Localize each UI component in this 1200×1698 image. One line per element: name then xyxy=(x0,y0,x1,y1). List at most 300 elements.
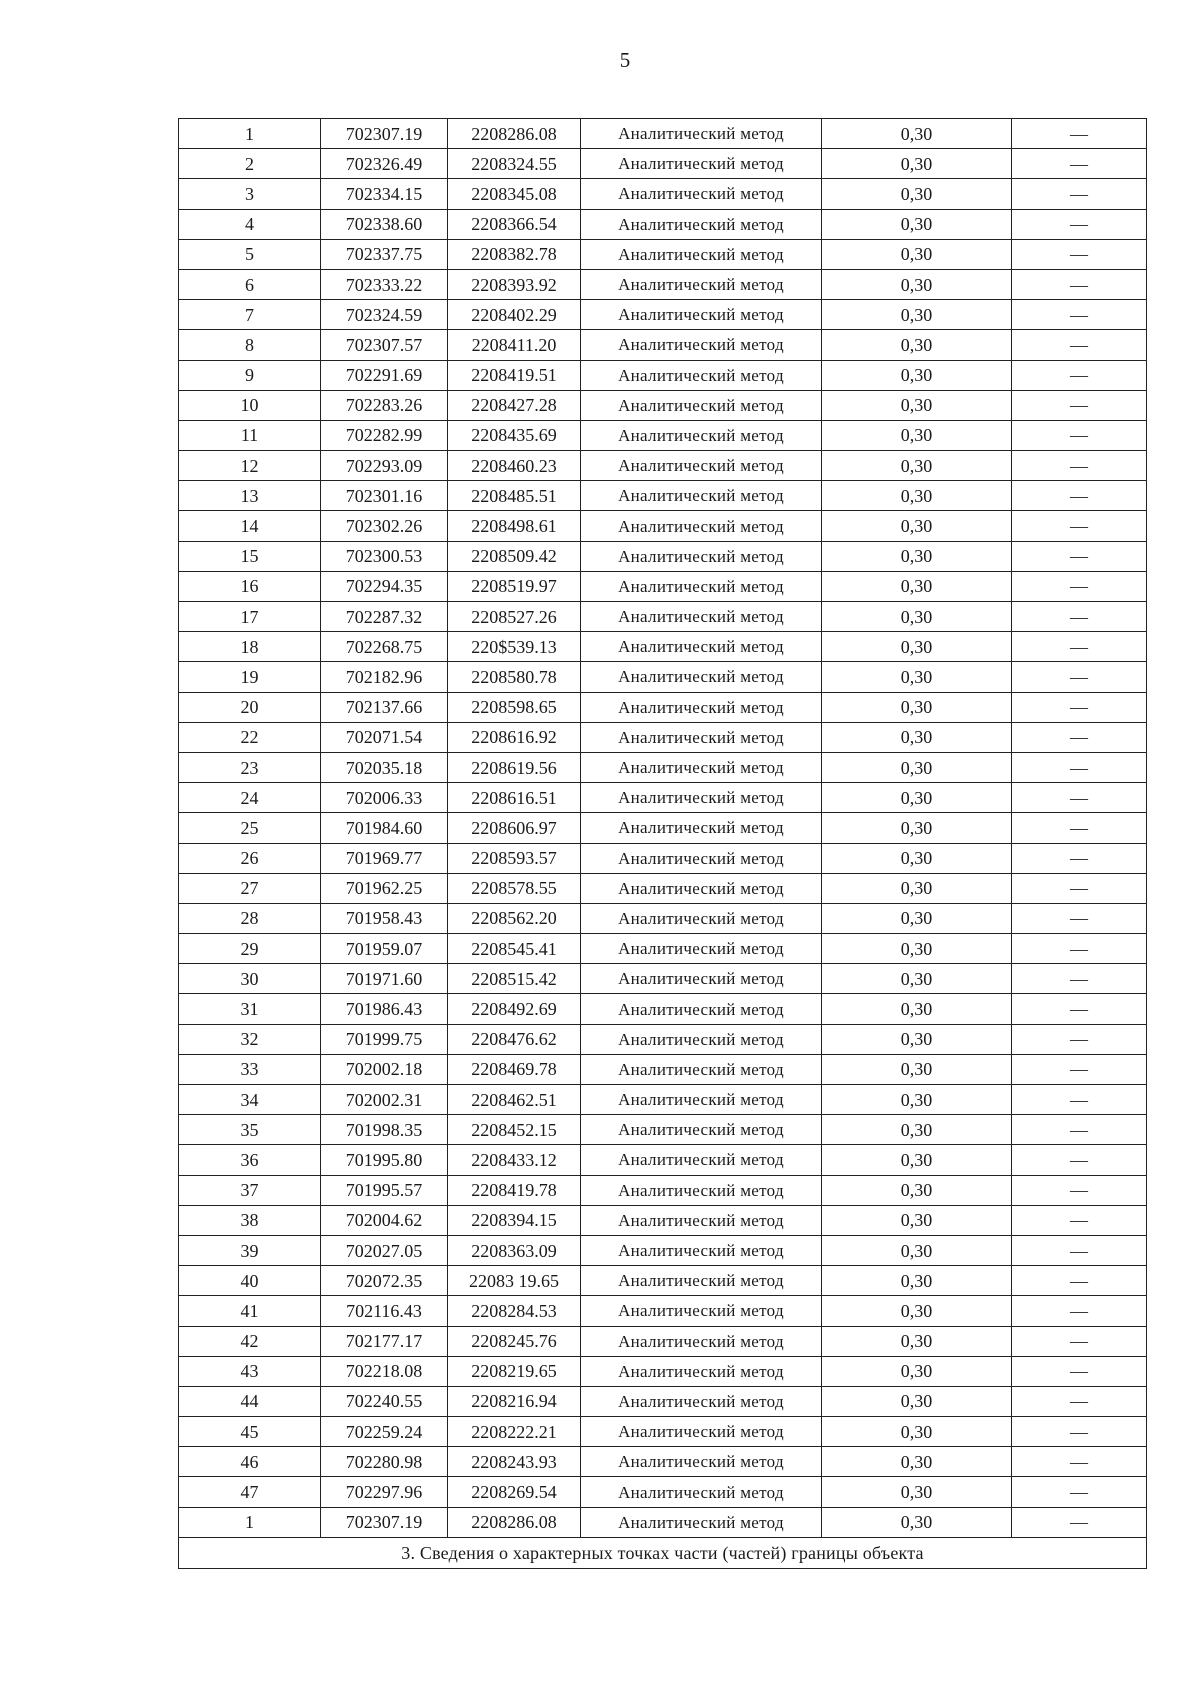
point-number-cell: 26 xyxy=(179,843,321,873)
y-coordinate-cell: 2208476.62 xyxy=(448,1024,581,1054)
table-row xyxy=(179,964,1147,994)
point-number-cell: 27 xyxy=(179,873,321,903)
accuracy-cell: 0,30 xyxy=(822,1386,1012,1416)
point-number-cell: 11 xyxy=(179,420,321,450)
table-row xyxy=(179,481,1147,511)
accuracy-cell: 0,30 xyxy=(822,149,1012,179)
accuracy-cell: 0,30 xyxy=(822,1024,1012,1054)
method-cell: Аналитический метод xyxy=(581,1266,822,1296)
note-cell: — xyxy=(1012,692,1147,722)
point-number-cell: 10 xyxy=(179,390,321,420)
x-coordinate-cell: 702338.60 xyxy=(321,209,448,239)
point-number-cell: 6 xyxy=(179,269,321,299)
y-coordinate-cell: 2208269.54 xyxy=(448,1477,581,1507)
table-row xyxy=(179,390,1147,420)
y-coordinate-cell: 2208462.51 xyxy=(448,1085,581,1115)
point-number-cell: 43 xyxy=(179,1356,321,1386)
method-cell: Аналитический метод xyxy=(581,541,822,571)
x-coordinate-cell: 701995.80 xyxy=(321,1145,448,1175)
note-cell: — xyxy=(1012,843,1147,873)
x-coordinate-cell: 702301.16 xyxy=(321,481,448,511)
point-number-cell: 31 xyxy=(179,994,321,1024)
table-row xyxy=(179,1085,1147,1115)
accuracy-cell: 0,30 xyxy=(822,209,1012,239)
point-number-cell: 45 xyxy=(179,1417,321,1447)
accuracy-cell: 0,30 xyxy=(822,873,1012,903)
x-coordinate-cell: 702004.62 xyxy=(321,1205,448,1235)
method-cell: Аналитический метод xyxy=(581,239,822,269)
coordinates-table-body xyxy=(179,119,1147,1538)
table-row xyxy=(179,1386,1147,1416)
accuracy-cell: 0,30 xyxy=(822,722,1012,752)
y-coordinate-cell: 2208469.78 xyxy=(448,1054,581,1084)
x-coordinate-cell: 702333.22 xyxy=(321,269,448,299)
point-number-cell: 15 xyxy=(179,541,321,571)
note-cell: — xyxy=(1012,119,1147,149)
note-cell: — xyxy=(1012,994,1147,1024)
point-number-cell: 20 xyxy=(179,692,321,722)
point-number-cell: 1 xyxy=(179,1507,321,1537)
method-cell: Аналитический метод xyxy=(581,1477,822,1507)
table-row xyxy=(179,752,1147,782)
accuracy-cell: 0,30 xyxy=(822,119,1012,149)
accuracy-cell: 0,30 xyxy=(822,1356,1012,1386)
table-row xyxy=(179,1205,1147,1235)
method-cell: Аналитический метод xyxy=(581,119,822,149)
method-cell: Аналитический метод xyxy=(581,451,822,481)
point-number-cell: 12 xyxy=(179,451,321,481)
note-cell: — xyxy=(1012,1054,1147,1084)
y-coordinate-cell: 2208598.65 xyxy=(448,692,581,722)
point-number-cell: 24 xyxy=(179,783,321,813)
note-cell: — xyxy=(1012,873,1147,903)
method-cell: Аналитический метод xyxy=(581,300,822,330)
point-number-cell: 13 xyxy=(179,481,321,511)
accuracy-cell: 0,30 xyxy=(822,300,1012,330)
accuracy-cell: 0,30 xyxy=(822,903,1012,933)
point-number-cell: 16 xyxy=(179,571,321,601)
point-number-cell: 3 xyxy=(179,179,321,209)
y-coordinate-cell: 2208419.78 xyxy=(448,1175,581,1205)
method-cell: Аналитический метод xyxy=(581,1085,822,1115)
x-coordinate-cell: 701959.07 xyxy=(321,934,448,964)
method-cell: Аналитический метод xyxy=(581,783,822,813)
y-coordinate-cell: 2208452.15 xyxy=(448,1115,581,1145)
method-cell: Аналитический метод xyxy=(581,269,822,299)
x-coordinate-cell: 702177.17 xyxy=(321,1326,448,1356)
x-coordinate-cell: 702218.08 xyxy=(321,1356,448,1386)
y-coordinate-cell: 2208616.92 xyxy=(448,722,581,752)
method-cell: Аналитический метод xyxy=(581,752,822,782)
note-cell: — xyxy=(1012,934,1147,964)
note-cell: — xyxy=(1012,1115,1147,1145)
x-coordinate-cell: 701969.77 xyxy=(321,843,448,873)
x-coordinate-cell: 701995.57 xyxy=(321,1175,448,1205)
y-coordinate-cell: 2208284.53 xyxy=(448,1296,581,1326)
point-number-cell: 40 xyxy=(179,1266,321,1296)
method-cell: Аналитический метод xyxy=(581,1145,822,1175)
point-number-cell: 9 xyxy=(179,360,321,390)
x-coordinate-cell: 702300.53 xyxy=(321,541,448,571)
table-row xyxy=(179,209,1147,239)
accuracy-cell: 0,30 xyxy=(822,1145,1012,1175)
method-cell: Аналитический метод xyxy=(581,813,822,843)
table-row xyxy=(179,1235,1147,1265)
y-coordinate-cell: 2208492.69 xyxy=(448,994,581,1024)
note-cell: — xyxy=(1012,1296,1147,1326)
y-coordinate-cell: 2208498.61 xyxy=(448,511,581,541)
accuracy-cell: 0,30 xyxy=(822,179,1012,209)
note-cell: — xyxy=(1012,1477,1147,1507)
y-coordinate-cell: 2208509.42 xyxy=(448,541,581,571)
method-cell: Аналитический метод xyxy=(581,1326,822,1356)
point-number-cell: 30 xyxy=(179,964,321,994)
accuracy-cell: 0,30 xyxy=(822,1205,1012,1235)
x-coordinate-cell: 702280.98 xyxy=(321,1447,448,1477)
table-row xyxy=(179,360,1147,390)
accuracy-cell: 0,30 xyxy=(822,632,1012,662)
note-cell: — xyxy=(1012,1356,1147,1386)
x-coordinate-cell: 702002.31 xyxy=(321,1085,448,1115)
point-number-cell: 44 xyxy=(179,1386,321,1416)
x-coordinate-cell: 702307.19 xyxy=(321,119,448,149)
note-cell: — xyxy=(1012,1417,1147,1447)
y-coordinate-cell: 2208606.97 xyxy=(448,813,581,843)
note-cell: — xyxy=(1012,149,1147,179)
method-cell: Аналитический метод xyxy=(581,873,822,903)
method-cell: Аналитический метод xyxy=(581,1507,822,1537)
method-cell: Аналитический метод xyxy=(581,179,822,209)
y-coordinate-cell: 2208515.42 xyxy=(448,964,581,994)
page-number: 5 xyxy=(619,48,631,72)
point-number-cell: 28 xyxy=(179,903,321,933)
method-cell: Аналитический метод xyxy=(581,1417,822,1447)
accuracy-cell: 0,30 xyxy=(822,420,1012,450)
point-number-cell: 14 xyxy=(179,511,321,541)
coordinates-table xyxy=(178,118,1147,1569)
table-row xyxy=(179,239,1147,269)
accuracy-cell: 0,30 xyxy=(822,1447,1012,1477)
y-coordinate-cell: 2208286.08 xyxy=(448,119,581,149)
y-coordinate-cell: 2208243.93 xyxy=(448,1447,581,1477)
table-row xyxy=(179,330,1147,360)
table-row xyxy=(179,1326,1147,1356)
method-cell: Аналитический метод xyxy=(581,1175,822,1205)
table-row xyxy=(179,934,1147,964)
point-number-cell: 1 xyxy=(179,119,321,149)
y-coordinate-cell: 2208402.29 xyxy=(448,300,581,330)
method-cell: Аналитический метод xyxy=(581,1024,822,1054)
note-cell: — xyxy=(1012,571,1147,601)
note-cell: — xyxy=(1012,964,1147,994)
accuracy-cell: 0,30 xyxy=(822,1477,1012,1507)
y-coordinate-cell: 2208580.78 xyxy=(448,662,581,692)
method-cell: Аналитический метод xyxy=(581,632,822,662)
method-cell: Аналитический метод xyxy=(581,481,822,511)
note-cell: — xyxy=(1012,1447,1147,1477)
note-cell: — xyxy=(1012,239,1147,269)
method-cell: Аналитический метод xyxy=(581,1235,822,1265)
point-number-cell: 32 xyxy=(179,1024,321,1054)
y-coordinate-cell: 2208519.97 xyxy=(448,571,581,601)
x-coordinate-cell: 702326.49 xyxy=(321,149,448,179)
y-coordinate-cell: 2208366.54 xyxy=(448,209,581,239)
table-row xyxy=(179,1417,1147,1447)
table-row xyxy=(179,1115,1147,1145)
note-cell: — xyxy=(1012,511,1147,541)
note-cell: — xyxy=(1012,390,1147,420)
method-cell: Аналитический метод xyxy=(581,1296,822,1326)
note-cell: — xyxy=(1012,481,1147,511)
y-coordinate-cell: 2208616.51 xyxy=(448,783,581,813)
accuracy-cell: 0,30 xyxy=(822,934,1012,964)
point-number-cell: 35 xyxy=(179,1115,321,1145)
table-row xyxy=(179,420,1147,450)
table-row xyxy=(179,662,1147,692)
point-number-cell: 42 xyxy=(179,1326,321,1356)
x-coordinate-cell: 702297.96 xyxy=(321,1477,448,1507)
table-row xyxy=(179,1477,1147,1507)
x-coordinate-cell: 701986.43 xyxy=(321,994,448,1024)
accuracy-cell: 0,30 xyxy=(822,1085,1012,1115)
method-cell: Аналитический метод xyxy=(581,722,822,752)
point-number-cell: 23 xyxy=(179,752,321,782)
table-row xyxy=(179,1266,1147,1296)
table-row xyxy=(179,994,1147,1024)
x-coordinate-cell: 702324.59 xyxy=(321,300,448,330)
table-row xyxy=(179,1024,1147,1054)
x-coordinate-cell: 702240.55 xyxy=(321,1386,448,1416)
table-row xyxy=(179,632,1147,662)
y-coordinate-cell: 2208216.94 xyxy=(448,1386,581,1416)
y-coordinate-cell: 2208393.92 xyxy=(448,269,581,299)
point-number-cell: 8 xyxy=(179,330,321,360)
note-cell: — xyxy=(1012,541,1147,571)
accuracy-cell: 0,30 xyxy=(822,662,1012,692)
table-row xyxy=(179,692,1147,722)
y-coordinate-cell: 2208345.08 xyxy=(448,179,581,209)
x-coordinate-cell: 701998.35 xyxy=(321,1115,448,1145)
method-cell: Аналитический метод xyxy=(581,1447,822,1477)
x-coordinate-cell: 702035.18 xyxy=(321,752,448,782)
point-number-cell: 41 xyxy=(179,1296,321,1326)
accuracy-cell: 0,30 xyxy=(822,360,1012,390)
x-coordinate-cell: 702337.75 xyxy=(321,239,448,269)
accuracy-cell: 0,30 xyxy=(822,994,1012,1024)
note-cell: — xyxy=(1012,1205,1147,1235)
note-cell: — xyxy=(1012,662,1147,692)
method-cell: Аналитический метод xyxy=(581,390,822,420)
x-coordinate-cell: 702307.19 xyxy=(321,1507,448,1537)
x-coordinate-cell: 701958.43 xyxy=(321,903,448,933)
y-coordinate-cell: 2208545.41 xyxy=(448,934,581,964)
note-cell: — xyxy=(1012,752,1147,782)
note-cell: — xyxy=(1012,903,1147,933)
x-coordinate-cell: 702137.66 xyxy=(321,692,448,722)
accuracy-cell: 0,30 xyxy=(822,1507,1012,1537)
table-row xyxy=(179,843,1147,873)
point-number-cell: 37 xyxy=(179,1175,321,1205)
x-coordinate-cell: 701984.60 xyxy=(321,813,448,843)
table-row xyxy=(179,722,1147,752)
accuracy-cell: 0,30 xyxy=(822,752,1012,782)
table-row xyxy=(179,1447,1147,1477)
x-coordinate-cell: 702282.99 xyxy=(321,420,448,450)
point-number-cell: 34 xyxy=(179,1085,321,1115)
note-cell: — xyxy=(1012,1175,1147,1205)
note-cell: — xyxy=(1012,420,1147,450)
method-cell: Аналитический метод xyxy=(581,1205,822,1235)
method-cell: Аналитический метод xyxy=(581,571,822,601)
point-number-cell: 22 xyxy=(179,722,321,752)
method-cell: Аналитический метод xyxy=(581,1115,822,1145)
y-coordinate-cell: 2208419.51 xyxy=(448,360,581,390)
point-number-cell: 5 xyxy=(179,239,321,269)
accuracy-cell: 0,30 xyxy=(822,571,1012,601)
method-cell: Аналитический метод xyxy=(581,602,822,632)
table-row xyxy=(179,1507,1147,1537)
y-coordinate-cell: 22083 19.65 xyxy=(448,1266,581,1296)
note-cell: — xyxy=(1012,632,1147,662)
accuracy-cell: 0,30 xyxy=(822,239,1012,269)
method-cell: Аналитический метод xyxy=(581,330,822,360)
accuracy-cell: 0,30 xyxy=(822,1266,1012,1296)
note-cell: — xyxy=(1012,1235,1147,1265)
point-number-cell: 7 xyxy=(179,300,321,330)
x-coordinate-cell: 702307.57 xyxy=(321,330,448,360)
method-cell: Аналитический метод xyxy=(581,149,822,179)
x-coordinate-cell: 702283.26 xyxy=(321,390,448,420)
method-cell: Аналитический метод xyxy=(581,1054,822,1084)
x-coordinate-cell: 701962.25 xyxy=(321,873,448,903)
accuracy-cell: 0,30 xyxy=(822,390,1012,420)
table-row xyxy=(179,1145,1147,1175)
x-coordinate-cell: 702293.09 xyxy=(321,451,448,481)
method-cell: Аналитический метод xyxy=(581,209,822,239)
note-cell: — xyxy=(1012,722,1147,752)
accuracy-cell: 0,30 xyxy=(822,1054,1012,1084)
accuracy-cell: 0,30 xyxy=(822,602,1012,632)
method-cell: Аналитический метод xyxy=(581,662,822,692)
table-row xyxy=(179,1356,1147,1386)
point-number-cell: 33 xyxy=(179,1054,321,1084)
accuracy-cell: 0,30 xyxy=(822,843,1012,873)
y-coordinate-cell: 2208619.56 xyxy=(448,752,581,782)
y-coordinate-cell: 2208427.28 xyxy=(448,390,581,420)
method-cell: Аналитический метод xyxy=(581,692,822,722)
point-number-cell: 2 xyxy=(179,149,321,179)
table-row xyxy=(179,179,1147,209)
y-coordinate-cell: 2208527.26 xyxy=(448,602,581,632)
table-row xyxy=(179,451,1147,481)
table-row xyxy=(179,903,1147,933)
table-row xyxy=(179,511,1147,541)
point-number-cell: 39 xyxy=(179,1235,321,1265)
note-cell: — xyxy=(1012,1507,1147,1537)
y-coordinate-cell: 2208562.20 xyxy=(448,903,581,933)
x-coordinate-cell: 702071.54 xyxy=(321,722,448,752)
accuracy-cell: 0,30 xyxy=(822,330,1012,360)
y-coordinate-cell: 2208433.12 xyxy=(448,1145,581,1175)
method-cell: Аналитический метод xyxy=(581,511,822,541)
note-cell: — xyxy=(1012,783,1147,813)
table-row xyxy=(179,1296,1147,1326)
note-cell: — xyxy=(1012,1266,1147,1296)
x-coordinate-cell: 702072.35 xyxy=(321,1266,448,1296)
accuracy-cell: 0,30 xyxy=(822,964,1012,994)
note-cell: — xyxy=(1012,1024,1147,1054)
x-coordinate-cell: 701999.75 xyxy=(321,1024,448,1054)
x-coordinate-cell: 702027.05 xyxy=(321,1235,448,1265)
x-coordinate-cell: 702002.18 xyxy=(321,1054,448,1084)
note-cell: — xyxy=(1012,209,1147,239)
table-row xyxy=(179,541,1147,571)
point-number-cell: 38 xyxy=(179,1205,321,1235)
method-cell: Аналитический метод xyxy=(581,964,822,994)
x-coordinate-cell: 701971.60 xyxy=(321,964,448,994)
table-row xyxy=(179,813,1147,843)
y-coordinate-cell: 2208593.57 xyxy=(448,843,581,873)
method-cell: Аналитический метод xyxy=(581,420,822,450)
note-cell: — xyxy=(1012,1085,1147,1115)
note-cell: — xyxy=(1012,179,1147,209)
table-row xyxy=(179,1175,1147,1205)
section-heading-row xyxy=(179,1537,1147,1568)
note-cell: — xyxy=(1012,300,1147,330)
method-cell: Аналитический метод xyxy=(581,994,822,1024)
note-cell: — xyxy=(1012,330,1147,360)
point-number-cell: 25 xyxy=(179,813,321,843)
note-cell: — xyxy=(1012,813,1147,843)
accuracy-cell: 0,30 xyxy=(822,1296,1012,1326)
accuracy-cell: 0,30 xyxy=(822,1235,1012,1265)
y-coordinate-cell: 2208578.55 xyxy=(448,873,581,903)
note-cell: — xyxy=(1012,360,1147,390)
y-coordinate-cell: 2208382.78 xyxy=(448,239,581,269)
accuracy-cell: 0,30 xyxy=(822,1115,1012,1145)
y-coordinate-cell: 2208435.69 xyxy=(448,420,581,450)
note-cell: — xyxy=(1012,1326,1147,1356)
y-coordinate-cell: 2208219.65 xyxy=(448,1356,581,1386)
x-coordinate-cell: 702294.35 xyxy=(321,571,448,601)
x-coordinate-cell: 702291.69 xyxy=(321,360,448,390)
accuracy-cell: 0,30 xyxy=(822,692,1012,722)
y-coordinate-cell: 2208394.15 xyxy=(448,1205,581,1235)
y-coordinate-cell: 220$539.13 xyxy=(448,632,581,662)
table-row xyxy=(179,602,1147,632)
method-cell: Аналитический метод xyxy=(581,934,822,964)
point-number-cell: 4 xyxy=(179,209,321,239)
accuracy-cell: 0,30 xyxy=(822,1175,1012,1205)
method-cell: Аналитический метод xyxy=(581,360,822,390)
table-row xyxy=(179,571,1147,601)
y-coordinate-cell: 2208245.76 xyxy=(448,1326,581,1356)
accuracy-cell: 0,30 xyxy=(822,1326,1012,1356)
accuracy-cell: 0,30 xyxy=(822,511,1012,541)
x-coordinate-cell: 702259.24 xyxy=(321,1417,448,1447)
y-coordinate-cell: 2208286.08 xyxy=(448,1507,581,1537)
note-cell: — xyxy=(1012,1386,1147,1416)
accuracy-cell: 0,30 xyxy=(822,1417,1012,1447)
note-cell: — xyxy=(1012,269,1147,299)
method-cell: Аналитический метод xyxy=(581,903,822,933)
y-coordinate-cell: 2208363.09 xyxy=(448,1235,581,1265)
point-number-cell: 18 xyxy=(179,632,321,662)
note-cell: — xyxy=(1012,1145,1147,1175)
note-cell: — xyxy=(1012,451,1147,481)
point-number-cell: 29 xyxy=(179,934,321,964)
y-coordinate-cell: 2208485.51 xyxy=(448,481,581,511)
